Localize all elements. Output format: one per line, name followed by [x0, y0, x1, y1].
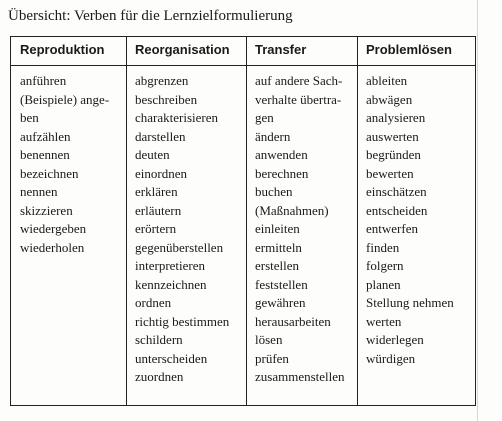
verb-item: würdigen — [366, 350, 416, 366]
verb-item: richtig bestimmen — [135, 313, 230, 329]
verb-list — [255, 72, 345, 387]
verb-item: auf andere Sach- verhalte übertra- gen — [255, 73, 343, 125]
verb-item: analysieren — [366, 110, 426, 125]
verb-item: folgern — [366, 258, 404, 273]
column-header: Problemlösen — [366, 42, 452, 57]
verb-item: aufzählen — [20, 128, 71, 144]
verb-item: ermitteln — [255, 239, 302, 255]
verb-item: kennzeichnen — [135, 276, 207, 292]
verb-item: erstellen — [255, 258, 300, 273]
verb-item: abgrenzen — [135, 73, 189, 88]
verb-item: (Maßnahmen) einleiten — [255, 202, 329, 236]
verb-item: zusammenstellen — [255, 369, 345, 384]
verb-item: skizzieren — [20, 202, 73, 218]
verb-item: planen — [366, 276, 401, 292]
verb-item: abwägen — [366, 91, 413, 107]
verb-item: gewähren — [255, 295, 306, 310]
verb-item: werten — [366, 313, 402, 329]
verb-item: einschätzen — [366, 184, 427, 199]
verb-item: anführen — [20, 73, 67, 88]
verb-item: charakterisieren — [135, 110, 219, 125]
verb-list — [135, 72, 229, 387]
column-problemloesen — [357, 37, 475, 405]
verb-item: ableiten — [366, 73, 408, 88]
page-title: Übersicht: Verben für die Lernzielformulierung — [8, 8, 293, 24]
verb-item: schildern — [135, 332, 183, 347]
verb-item: erörtern — [135, 221, 177, 236]
verb-item: bezeichnen — [20, 165, 79, 181]
verb-item: erläutern — [135, 202, 182, 218]
verb-item: feststellen — [255, 276, 308, 292]
verb-item: unterscheiden — [135, 350, 208, 366]
verb-item: entscheiden — [366, 202, 428, 218]
verb-item: berechnen — [255, 165, 309, 181]
verb-item: prüfen — [255, 350, 289, 366]
verb-list — [366, 72, 454, 368]
verb-item: gegenüberstellen — [135, 239, 224, 255]
verb-item: ändern — [255, 128, 291, 144]
verb-item: bewerten — [366, 165, 414, 181]
column-header: Reorganisation — [135, 42, 230, 57]
page-edge — [477, 0, 478, 421]
verb-list — [20, 72, 109, 257]
verb-item: deuten — [135, 147, 170, 162]
verb-item: Stellung nehmen — [366, 295, 454, 310]
column-header: Transfer — [255, 42, 307, 57]
verb-item: begründen — [366, 147, 421, 162]
column-transfer — [246, 37, 357, 405]
verb-item: widerlegen — [366, 332, 424, 347]
column-header: Reproduktion — [20, 42, 105, 57]
verb-item: erklären — [135, 184, 178, 199]
verb-item: anwenden — [255, 147, 308, 162]
verb-item: einordnen — [135, 165, 187, 181]
verb-item: wiederholen — [20, 239, 85, 255]
column-reproduktion — [11, 37, 126, 405]
verb-item: finden — [366, 239, 400, 255]
verb-item: benennen — [20, 147, 70, 162]
verb-item: interpretieren — [135, 258, 206, 273]
verb-item: lösen — [255, 332, 283, 347]
verb-item: ordnen — [135, 295, 172, 310]
verb-item: buchen — [255, 184, 293, 199]
column-reorganisation — [126, 37, 246, 405]
verb-item: auswerten — [366, 128, 419, 144]
verb-item: wiedergeben — [20, 221, 87, 236]
verb-table — [10, 36, 476, 406]
verb-item: nennen — [20, 184, 58, 199]
verb-item: zuordnen — [135, 369, 184, 384]
verb-item: entwerfen — [366, 221, 418, 236]
verb-item: beschreiben — [135, 91, 198, 107]
verb-item: (Beispiele) ange- ben — [20, 91, 110, 125]
verb-item: darstellen — [135, 128, 186, 144]
verb-item: herausarbeiten — [255, 313, 331, 329]
